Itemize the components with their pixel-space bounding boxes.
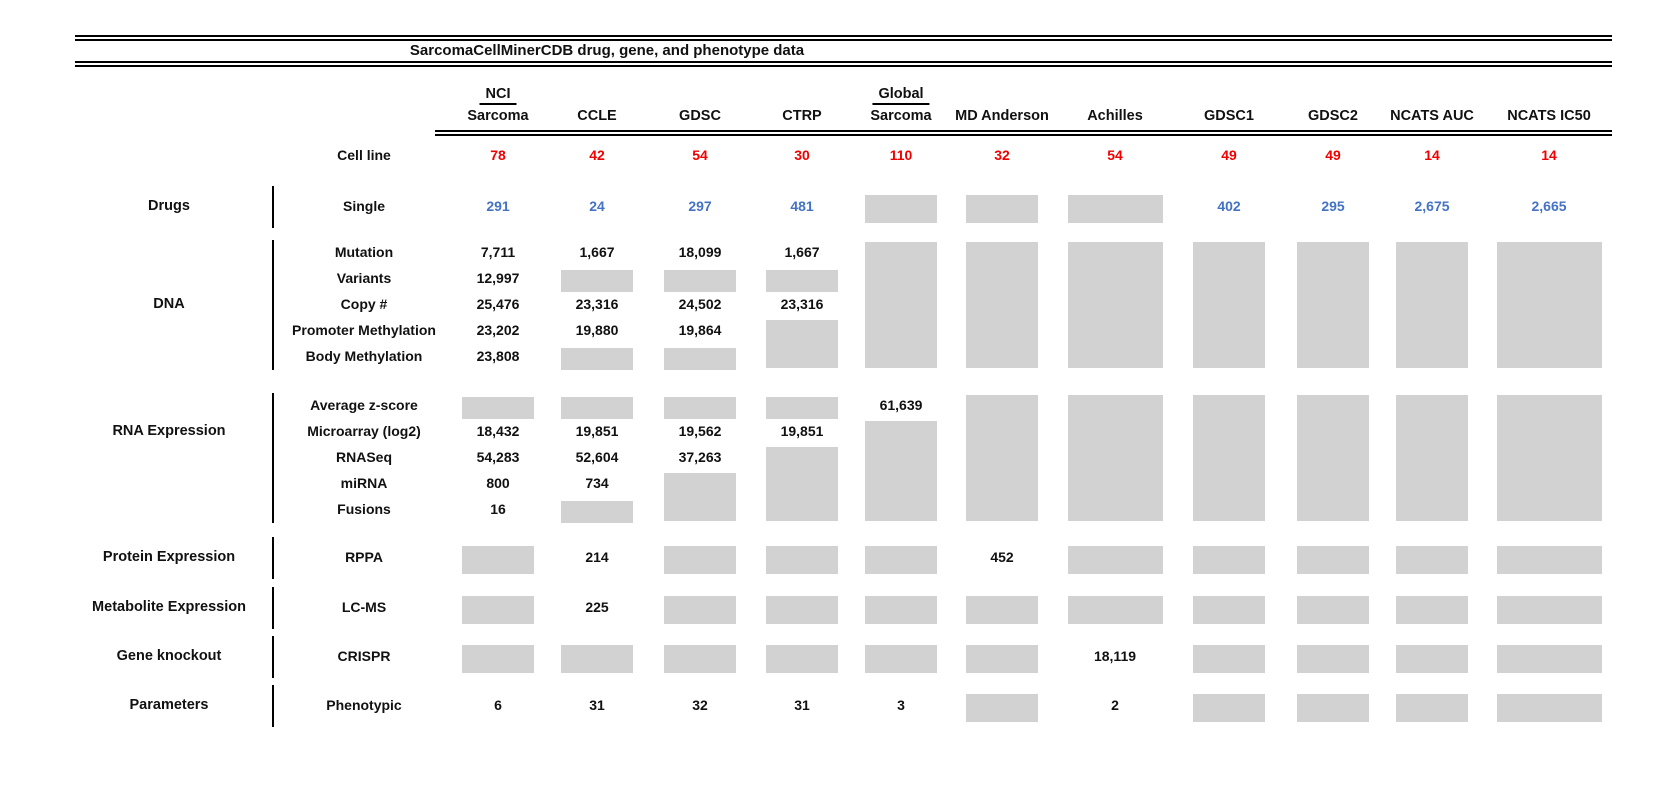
missing-data-block — [1068, 242, 1163, 368]
missing-data-box — [1396, 645, 1468, 673]
cell-line-count: 14 — [1541, 147, 1557, 163]
data-count-value: 25,476 — [476, 296, 520, 312]
missing-data-box — [664, 397, 736, 419]
missing-data-block — [865, 421, 937, 521]
data-type-label: CRISPR — [337, 648, 391, 664]
data-type-label: Copy # — [340, 296, 388, 312]
missing-data-block — [1396, 395, 1468, 521]
data-count-value: 31 — [794, 697, 810, 713]
column-overline: NCI — [480, 86, 517, 105]
missing-data-box — [1497, 546, 1602, 574]
missing-data-box — [1193, 694, 1265, 722]
data-count-value: 452 — [990, 549, 1014, 565]
missing-data-box — [1193, 596, 1265, 624]
header-underline-rule — [435, 130, 1612, 136]
data-count-value: 23,316 — [575, 296, 619, 312]
data-type-label: Fusions — [337, 501, 391, 517]
column-header: GDSC — [679, 108, 721, 124]
missing-data-block — [1297, 242, 1369, 368]
data-count-value: 18,099 — [678, 244, 722, 260]
missing-data-box — [865, 645, 937, 673]
missing-data-box — [766, 645, 838, 673]
data-count-value: 800 — [486, 475, 510, 491]
data-count-value: 19,880 — [575, 322, 619, 338]
missing-data-box — [664, 596, 736, 624]
missing-data-block — [1193, 395, 1265, 521]
missing-data-box — [1068, 546, 1163, 574]
missing-data-box — [1297, 694, 1369, 722]
missing-data-box — [766, 546, 838, 574]
cell-line-count: 110 — [889, 147, 913, 163]
data-count-value: 23,316 — [780, 296, 824, 312]
cell-line-count: 49 — [1221, 147, 1237, 163]
data-count-value: 2 — [1111, 697, 1119, 713]
missing-data-box — [1068, 195, 1163, 223]
data-count-value: 19,851 — [780, 423, 824, 439]
data-count-value: 18,119 — [1093, 648, 1137, 664]
section-divider-bar — [272, 587, 274, 629]
section-divider-bar — [272, 685, 274, 727]
section-divider-bar — [272, 240, 274, 370]
data-count-value: 18,432 — [476, 423, 520, 439]
missing-data-box — [1396, 546, 1468, 574]
missing-data-box — [966, 645, 1038, 673]
missing-data-box — [966, 694, 1038, 722]
data-type-label: Mutation — [334, 244, 394, 260]
column-header: Sarcoma — [467, 108, 529, 124]
data-type-label: Average z-score — [310, 397, 418, 413]
title-bottom-rule — [75, 61, 1612, 67]
section-category-label: DNA — [153, 296, 185, 312]
section-category-label: RNA Expression — [112, 423, 226, 439]
data-count-value: 19,864 — [678, 322, 722, 338]
data-count-value: 295 — [1321, 198, 1345, 214]
section-category-label: Parameters — [129, 697, 209, 713]
missing-data-block — [1297, 395, 1369, 521]
data-count-value: 291 — [486, 198, 510, 214]
missing-data-box — [1068, 596, 1163, 624]
data-type-label: Variants — [336, 270, 392, 286]
data-count-value: 16 — [490, 501, 506, 517]
data-type-label: Microarray (log2) — [307, 423, 421, 439]
figure-title: SarcomaCellMinerCDB drug, gene, and phenotype data — [409, 42, 805, 59]
data-count-value: 6 — [494, 697, 502, 713]
missing-data-block — [966, 395, 1038, 521]
data-count-value: 7,711 — [480, 244, 516, 260]
missing-data-box — [1497, 645, 1602, 673]
missing-data-box — [462, 546, 534, 574]
missing-data-box — [1297, 596, 1369, 624]
missing-data-box — [462, 397, 534, 419]
section-divider-bar — [272, 186, 274, 228]
missing-data-block — [865, 242, 937, 368]
data-count-value: 297 — [688, 198, 712, 214]
column-header: CTRP — [782, 108, 822, 124]
missing-data-box — [766, 270, 838, 292]
data-type-label: miRNA — [340, 475, 388, 491]
data-count-value: 32 — [692, 697, 708, 713]
missing-data-box — [1193, 546, 1265, 574]
missing-data-block — [664, 473, 736, 521]
missing-data-box — [664, 645, 736, 673]
missing-data-box — [1297, 546, 1369, 574]
missing-data-block — [766, 447, 838, 521]
column-header: MD Anderson — [955, 108, 1049, 124]
section-category-label: Protein Expression — [102, 549, 236, 565]
section-divider-bar — [272, 393, 274, 523]
data-count-value: 225 — [585, 599, 609, 615]
missing-data-box — [561, 270, 633, 292]
data-count-value: 24 — [589, 198, 605, 214]
column-header: Sarcoma — [870, 108, 932, 124]
data-count-value: 1,667 — [579, 244, 615, 260]
section-divider-bar — [272, 636, 274, 678]
title-top-rule — [75, 35, 1612, 41]
data-count-value: 23,202 — [476, 322, 520, 338]
data-count-value: 37,263 — [678, 449, 722, 465]
section-category-label: Drugs — [148, 198, 190, 214]
data-type-label: Single — [342, 198, 386, 214]
missing-data-block — [1193, 242, 1265, 368]
missing-data-box — [1193, 645, 1265, 673]
data-type-label: RNASeq — [335, 449, 393, 465]
data-count-value: 1,667 — [784, 244, 820, 260]
cell-line-count: 49 — [1325, 147, 1341, 163]
cell-line-row-label: Cell line — [337, 147, 391, 163]
missing-data-box — [766, 596, 838, 624]
data-type-label: Phenotypic — [326, 697, 402, 713]
data-count-value: 214 — [585, 549, 609, 565]
missing-data-box — [865, 546, 937, 574]
column-header: NCATS AUC — [1390, 108, 1474, 124]
data-count-value: 54,283 — [476, 449, 520, 465]
section-category-label: Metabolite Expression — [92, 599, 246, 615]
data-count-value: 31 — [589, 697, 605, 713]
column-header: GDSC2 — [1308, 108, 1358, 124]
data-count-value: 12,997 — [476, 270, 520, 286]
column-header: CCLE — [577, 108, 617, 124]
data-count-value: 481 — [790, 198, 814, 214]
missing-data-box — [462, 596, 534, 624]
cell-line-count: 42 — [589, 147, 605, 163]
missing-data-box — [1297, 645, 1369, 673]
missing-data-box — [561, 501, 633, 523]
column-header: GDSC1 — [1204, 108, 1254, 124]
missing-data-box — [664, 348, 736, 370]
missing-data-block — [1396, 242, 1468, 368]
missing-data-box — [766, 397, 838, 419]
data-count-value: 402 — [1217, 198, 1241, 214]
data-type-label: LC-MS — [341, 599, 387, 615]
missing-data-box — [865, 596, 937, 624]
section-category-label: Gene knockout — [116, 648, 222, 664]
column-header: Achilles — [1087, 108, 1143, 124]
missing-data-box — [561, 645, 633, 673]
cell-line-count: 14 — [1424, 147, 1440, 163]
data-count-value: 2,675 — [1414, 198, 1450, 214]
missing-data-block — [766, 320, 838, 368]
missing-data-box — [865, 195, 937, 223]
data-type-label: Body Methylation — [305, 348, 423, 364]
missing-data-box — [966, 195, 1038, 223]
missing-data-block — [1068, 395, 1163, 521]
section-divider-bar — [272, 537, 274, 579]
missing-data-box — [966, 596, 1038, 624]
data-count-value: 19,851 — [575, 423, 619, 439]
data-count-value: 19,562 — [678, 423, 722, 439]
cell-line-count: 30 — [794, 147, 810, 163]
missing-data-block — [1497, 395, 1602, 521]
data-count-value: 24,502 — [678, 296, 722, 312]
missing-data-box — [1396, 694, 1468, 722]
cell-line-count: 78 — [490, 147, 506, 163]
missing-data-box — [561, 397, 633, 419]
missing-data-box — [1497, 694, 1602, 722]
cell-line-count: 54 — [692, 147, 708, 163]
data-count-value: 61,639 — [879, 397, 923, 413]
data-count-value: 2,665 — [1531, 198, 1567, 214]
data-count-value: 734 — [585, 475, 609, 491]
data-type-label: RPPA — [345, 549, 383, 565]
data-type-label: Promoter Methylation — [292, 322, 436, 338]
column-header: NCATS IC50 — [1507, 108, 1591, 124]
missing-data-box — [664, 546, 736, 574]
cell-line-count: 32 — [994, 147, 1010, 163]
missing-data-box — [561, 348, 633, 370]
missing-data-box — [1497, 596, 1602, 624]
missing-data-box — [664, 270, 736, 292]
missing-data-box — [1396, 596, 1468, 624]
data-count-value: 23,808 — [476, 348, 520, 364]
cell-line-count: 54 — [1107, 147, 1123, 163]
missing-data-block — [966, 242, 1038, 368]
missing-data-box — [462, 645, 534, 673]
data-count-value: 3 — [897, 697, 905, 713]
data-count-value: 52,604 — [575, 449, 619, 465]
missing-data-block — [1497, 242, 1602, 368]
column-overline: Global — [872, 86, 929, 105]
